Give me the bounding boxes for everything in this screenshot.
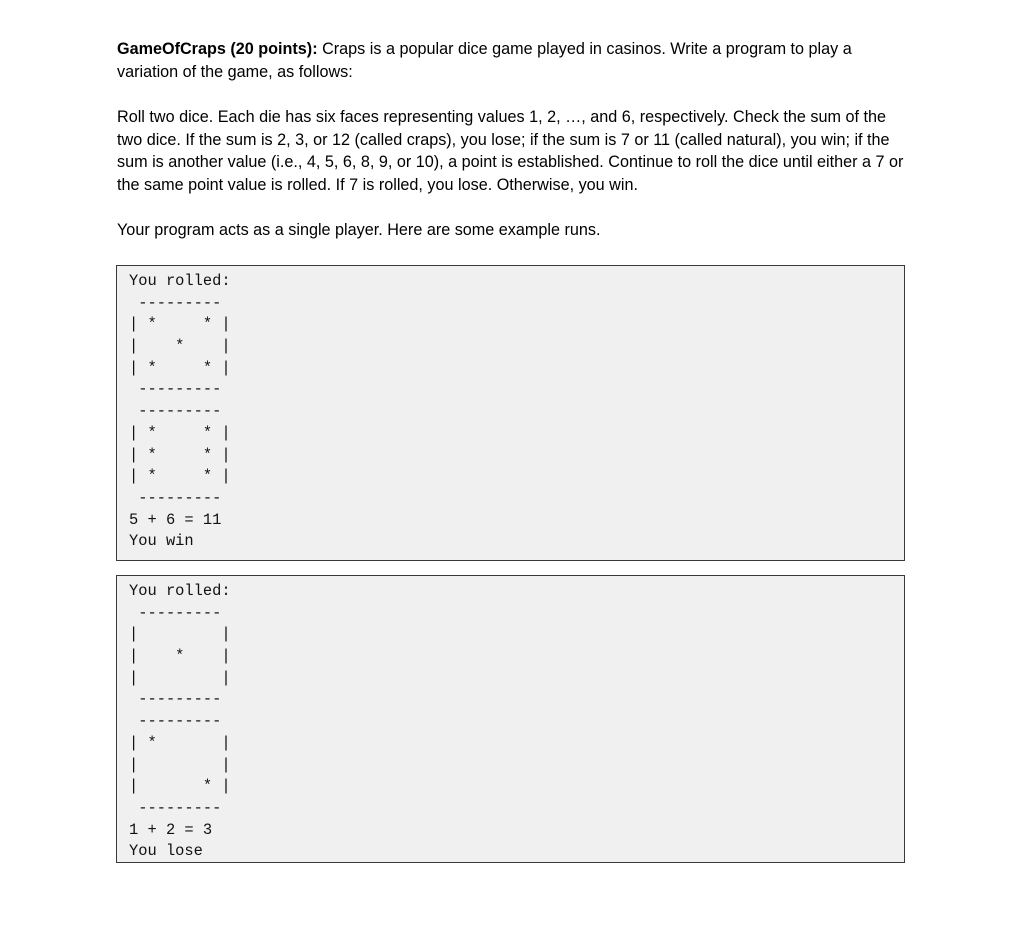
die-row: | * * |	[129, 467, 231, 486]
intro-paragraph	[117, 38, 907, 83]
die-top-border: ---------	[129, 402, 222, 421]
result-line: You win	[129, 532, 194, 551]
rules-paragraph: Roll two dice. Each die has six faces representing values 1, 2, …, and 6, respectively. Check the sum of the two dice. If the sum is 2, 3, or 12 (called craps), you lose; if the sum is 7 or 11 (called natural), you win; if the sum is another value (i.e., 4, 5, 6, 8, 9, or 10), a point is established. Continue to roll the dice until either a 7 or the same point value is rolled. If 7 is rolled, you lose. Otherwise, you win.	[117, 108, 904, 194]
example-run-1	[116, 265, 905, 561]
examples-intro: Your program acts as a single player. Here are some example runs.	[117, 221, 601, 239]
problem-title: GameOfCraps (20 points):	[117, 40, 318, 58]
die-row: | * |	[129, 337, 231, 356]
die-row: | |	[129, 625, 231, 644]
die-row: | |	[129, 668, 231, 687]
die-top-border: ---------	[129, 293, 222, 312]
die-bottom-border: ---------	[129, 690, 222, 709]
sum-line: 1 + 2 = 3	[129, 820, 213, 839]
die-row: | * * |	[129, 423, 231, 442]
die-row: | * |	[129, 777, 231, 796]
die-row: | * * |	[129, 358, 231, 377]
die-top-border: ---------	[129, 603, 222, 622]
example-run-2	[116, 575, 905, 863]
intro-text: Craps is a popular dice game played in casinos. Write a program to play a variation of the game, as follows:	[117, 40, 852, 81]
console-output	[129, 581, 231, 863]
console-output	[129, 271, 231, 553]
result-line: You lose	[129, 842, 203, 861]
die-row: | * * |	[129, 445, 231, 464]
sum-line: 5 + 6 = 11	[129, 510, 222, 529]
die-bottom-border: ---------	[129, 380, 222, 399]
die-row: | * * |	[129, 315, 231, 334]
console-line: You rolled:	[129, 582, 231, 600]
die-bottom-border: ---------	[129, 488, 222, 507]
console-line: You rolled:	[129, 272, 231, 290]
die-top-border: ---------	[129, 712, 222, 731]
die-row: | * |	[129, 733, 231, 752]
problem-statement	[117, 38, 907, 242]
die-row: | |	[129, 755, 231, 774]
die-row: | * |	[129, 647, 231, 666]
die-bottom-border: ---------	[129, 798, 222, 817]
